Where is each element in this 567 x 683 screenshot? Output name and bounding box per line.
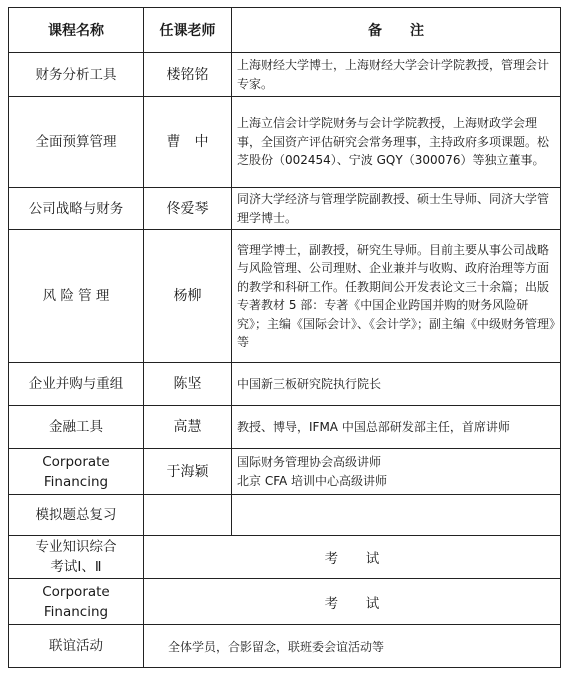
table-row: [9, 53, 561, 97]
teacher-note: 中国新三板研究院执行院长: [232, 363, 561, 406]
course-name-line: Financing: [43, 473, 109, 490]
table-row: [9, 536, 561, 579]
course-name: [9, 536, 144, 579]
course-name-line: 考试Ⅰ、Ⅱ: [50, 559, 102, 575]
course-name-line: Financing: [43, 603, 109, 620]
teacher-name: 陈坚: [144, 363, 232, 406]
teacher-note: 上海立信会计学院财务与会计学院教授，上海财政学会理事，全国资产评估研究会常务理事，主持政府多项课题。松芝股份（002454）、宁波 GQY（300076）等独立董事。: [232, 97, 561, 188]
activity-cell: 全体学员，合影留念，联班委会谊活动等: [144, 625, 561, 668]
teacher-name: 高慧: [144, 406, 232, 449]
teacher-note: [232, 449, 561, 495]
table-row: [9, 625, 561, 668]
teacher-note: 上海财经大学博士，上海财经大学会计学院教授，管理会计专家。: [232, 53, 561, 97]
table-row: [9, 230, 561, 363]
course-name: 财务分析工具: [9, 53, 144, 97]
course-name: 公司战略与财务: [9, 188, 144, 230]
table-header-row: [9, 8, 561, 53]
table-row: [9, 188, 561, 230]
table-row: [9, 363, 561, 406]
teacher-name: 于海颖: [144, 449, 232, 495]
table-row: [9, 579, 561, 625]
course-name: 全面预算管理: [9, 97, 144, 188]
teacher-name: [144, 495, 232, 536]
teacher-note: 同济大学经济与管理学院副教授、硕士生导师、同济大学管理学博士。: [232, 188, 561, 230]
course-name-line: Corporate: [42, 453, 110, 470]
course-name: [9, 579, 144, 625]
course-name: 联谊活动: [9, 625, 144, 668]
teacher-note-line: 国际财务管理协会高级讲师: [237, 455, 382, 469]
course-name-line: 专业知识综合: [35, 539, 117, 555]
table-row: [9, 97, 561, 188]
table-row: [9, 449, 561, 495]
course-name-line: Corporate: [42, 583, 110, 600]
teacher-name: 杨柳: [144, 230, 232, 363]
course-schedule-table: [8, 7, 561, 668]
teacher-name: 楼铭铭: [144, 53, 232, 97]
table-row: [9, 406, 561, 449]
teacher-note: 教授、博导，IFMA 中国总部研发部主任，首席讲师: [232, 406, 561, 449]
header-note: 备 注: [232, 8, 561, 53]
teacher-name: 佟爱琴: [144, 188, 232, 230]
table-row: [9, 495, 561, 536]
course-name: 金融工具: [9, 406, 144, 449]
course-name: 企业并购与重组: [9, 363, 144, 406]
teacher-note-line: 北京 CFA 培训中心高级讲师: [237, 473, 388, 488]
exam-cell: 考 试: [144, 579, 561, 625]
course-name: [9, 449, 144, 495]
header-course: 课程名称: [9, 8, 144, 53]
header-teacher: 任课老师: [144, 8, 232, 53]
teacher-name: 曹 中: [144, 97, 232, 188]
course-name: 模拟题总复习: [9, 495, 144, 536]
course-name: 风 险 管 理: [9, 230, 144, 363]
teacher-note: 管理学博士，副教授，研究生导师。目前主要从事公司战略与风险管理、公司理财、企业兼并与收购、政府治理等方面的教学和科研工作。任教期间公开发表论文三十余篇；出版专著教材 5 部：专著《中国企业跨国并购的财务风险研究》；主编《国际会计》、《会计学》；副主编《中级财务管理》等: [232, 230, 561, 363]
teacher-note: [232, 495, 561, 536]
exam-cell: 考 试: [144, 536, 561, 579]
